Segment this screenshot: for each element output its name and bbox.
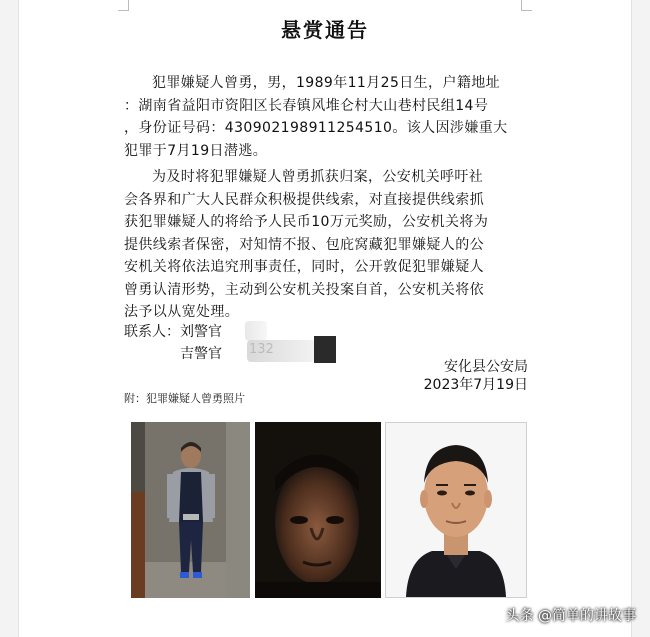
paragraph-line: 法予以从宽处理。 <box>124 304 240 320</box>
contact-officer-2: 吉警官 <box>180 346 222 362</box>
page-corner-mark-left <box>118 0 129 11</box>
paragraph-line: 为及时将犯罪嫌疑人曾勇抓获归案，公安机关呼吁社 <box>152 169 484 185</box>
paragraph-line: 获犯罪嫌疑人的将给予人民币10万元奖励，公安机关将为 <box>124 214 489 230</box>
paragraph-line: 犯罪嫌疑人曾勇，男，1989年11月25日生，户籍地址 <box>152 75 501 91</box>
attachment-caption: 附：犯罪嫌疑人曾勇照片 <box>124 392 245 405</box>
suspect-photo-fullbody <box>131 422 250 598</box>
reward-paragraph <box>124 166 544 324</box>
paragraph-line: 犯罪于7月19日潜逃。 <box>124 142 268 159</box>
paragraph-line: 曾勇认清形势，主动到公安机关投案自首，公安机关将依 <box>124 281 484 298</box>
contact-label: 联系人： <box>124 324 180 340</box>
redacted-phone-1 <box>245 321 267 341</box>
source-watermark: 头条 @简单的讲故事 <box>505 608 636 624</box>
issue-date: 2023年7月19日 <box>423 377 528 393</box>
page-corner-mark-right <box>521 0 532 11</box>
suspect-photo-closeup <box>255 422 381 598</box>
contact-officer-1: 刘警官 <box>180 324 222 340</box>
signature-block <box>424 358 528 394</box>
paragraph-line: ：湖南省益阳市资阳区长春镇风堆仑村大山巷村民组14号 <box>124 97 489 114</box>
paragraph-line: 安机关将依法追究刑事责任，同时，公开敦促犯罪嫌疑人 <box>124 259 484 275</box>
notice-title: 悬赏通告 <box>281 18 369 42</box>
paragraph-line: 会各界和广大人民群众积极提供线索，对直接提供线索抓 <box>124 191 484 208</box>
paragraph-line: ，身份证号码：430902198911254510。该人因涉嫌重大 <box>124 120 508 136</box>
redaction-block <box>314 336 336 363</box>
page-gutter-right <box>631 0 650 637</box>
suspect-photo-id <box>385 422 527 598</box>
issuer-name: 安化县公安局 <box>444 359 528 375</box>
phone-partial: 132 <box>249 342 274 357</box>
page-gutter-left <box>0 0 19 637</box>
suspect-info-paragraph <box>124 72 544 162</box>
paragraph-line: 提供线索者保密，对知情不报、包庇窝藏犯罪嫌疑人的公 <box>124 236 484 253</box>
